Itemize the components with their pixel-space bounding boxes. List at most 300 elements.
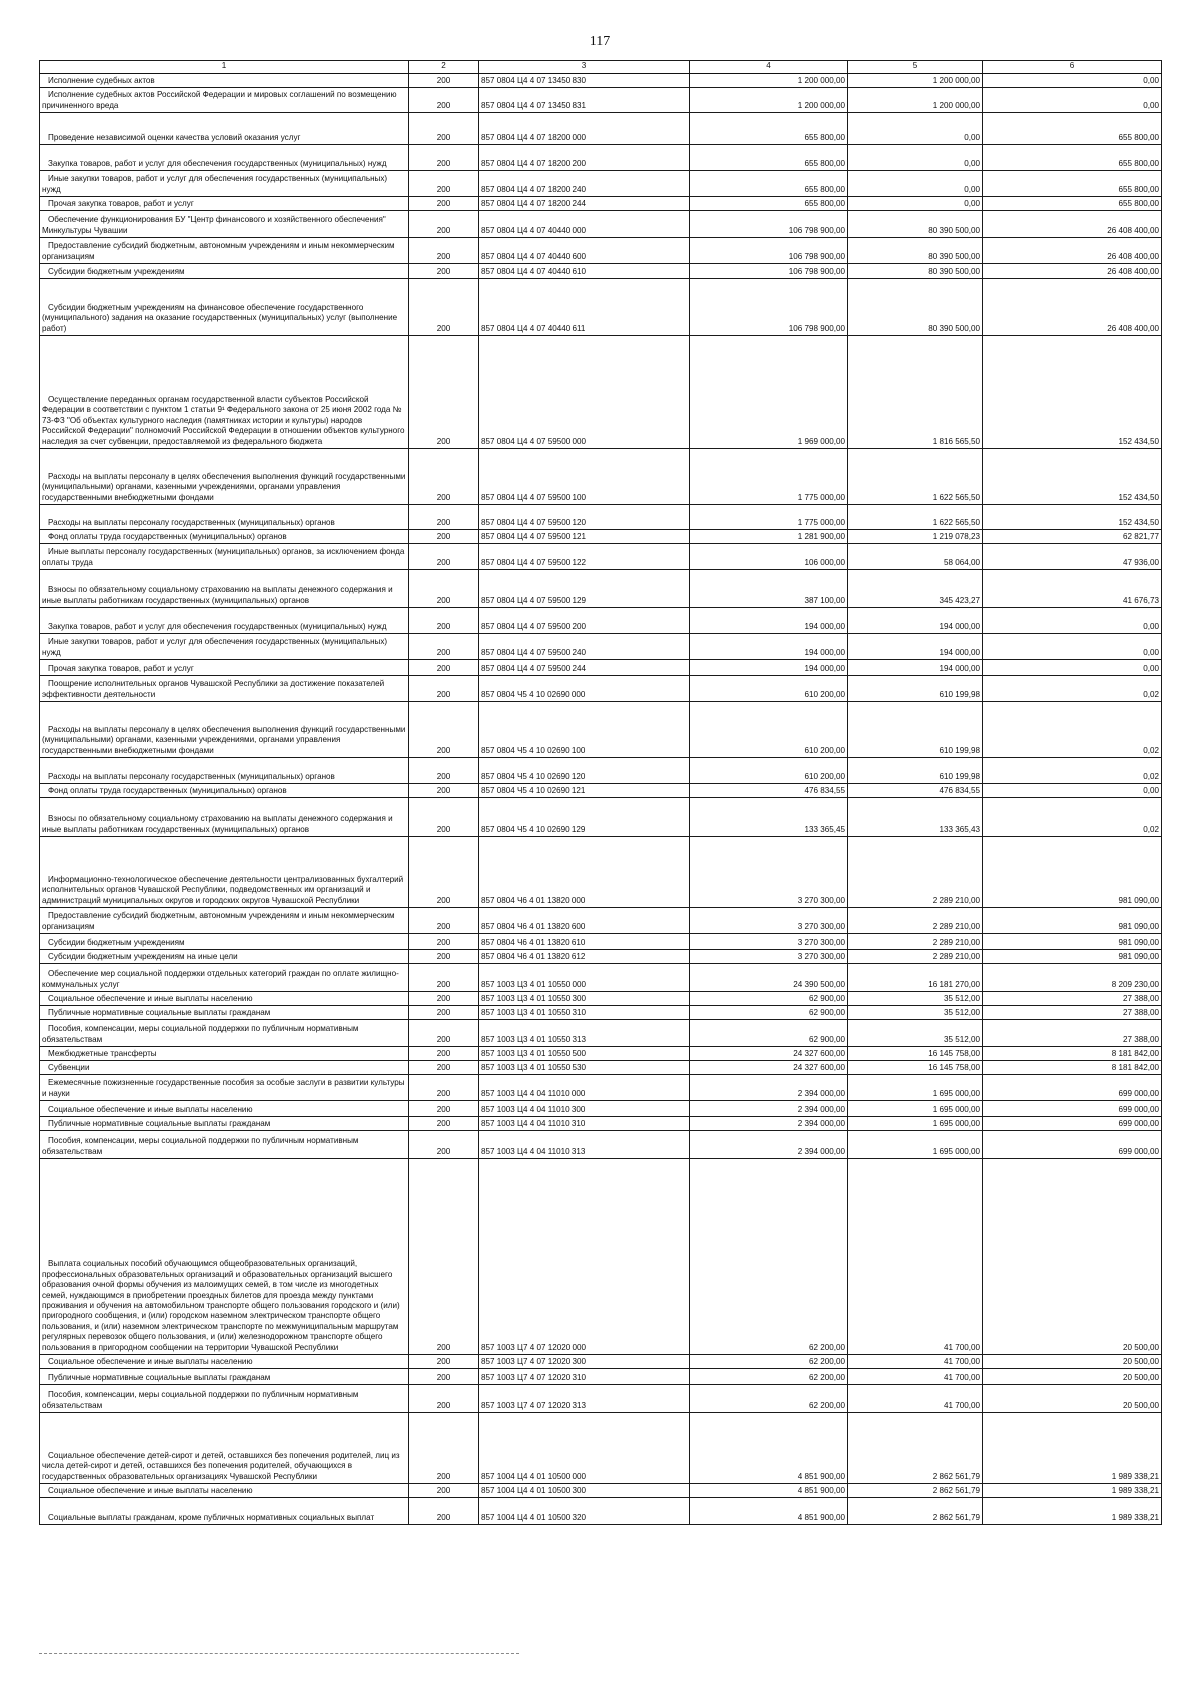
row-col6-cell: 26 408 400,00	[983, 279, 1162, 336]
row-name-cell	[40, 264, 409, 279]
row-col5-cell: 80 390 500,00	[848, 238, 983, 264]
row-col2-cell: 200	[409, 992, 479, 1006]
row-col4-cell: 194 000,00	[690, 634, 848, 660]
row-col6-cell: 152 434,50	[983, 449, 1162, 505]
row-col6-cell: 0,00	[983, 88, 1162, 113]
row-col5-cell: 194 000,00	[848, 660, 983, 676]
row-col6-cell: 0,02	[983, 798, 1162, 837]
row-name-text: Обеспечение мер социальной поддержки отдельных категорий граждан по оплате жилищно-коммунальных услуг	[42, 969, 399, 989]
table-row	[40, 908, 1162, 934]
column-header-5: 5	[848, 61, 983, 74]
table-row	[40, 171, 1162, 197]
row-col5-cell: 16 145 758,00	[848, 1061, 983, 1075]
row-col5-cell: 16 145 758,00	[848, 1047, 983, 1061]
table-row	[40, 660, 1162, 676]
row-col4-cell: 1 281 900,00	[690, 530, 848, 544]
table-row	[40, 145, 1162, 171]
row-col4-cell: 106 798 900,00	[690, 211, 848, 238]
row-name-text: Прочая закупка товаров, работ и услуг	[48, 198, 194, 208]
row-code-cell: 857 0804 Ц4 4 07 59500 121	[479, 530, 690, 544]
row-name-cell	[40, 505, 409, 530]
row-col4-cell: 62 200,00	[690, 1159, 848, 1355]
row-name-cell	[40, 449, 409, 505]
table-row	[40, 74, 1162, 88]
row-col2-cell: 200	[409, 837, 479, 908]
row-code-cell: 857 0804 Ц4 4 07 40440 600	[479, 238, 690, 264]
row-col2-cell: 200	[409, 449, 479, 505]
row-code-cell: 857 1003 Ц7 4 07 12020 313	[479, 1385, 690, 1413]
column-header-2: 2	[409, 61, 479, 74]
table-row	[40, 211, 1162, 238]
row-name-cell	[40, 1498, 409, 1525]
page-bottom-rule	[39, 1653, 519, 1654]
row-name-cell	[40, 1061, 409, 1075]
row-col4-cell: 1 775 000,00	[690, 505, 848, 530]
table-row	[40, 1061, 1162, 1075]
row-name-cell	[40, 279, 409, 336]
row-col2-cell: 200	[409, 1131, 479, 1159]
row-col4-cell: 655 800,00	[690, 171, 848, 197]
row-code-cell: 857 0804 Ц4 4 07 40440 000	[479, 211, 690, 238]
row-col5-cell: 2 289 210,00	[848, 837, 983, 908]
row-name-cell	[40, 1159, 409, 1355]
row-col2-cell: 200	[409, 88, 479, 113]
row-col5-cell: 1 200 000,00	[848, 88, 983, 113]
row-name-text: Фонд оплаты труда государственных (муниципальных) органов	[48, 531, 287, 541]
row-name-text: Расходы на выплаты персоналу в целях обеспечения выполнения функций государственными (муниципальными) органами, казенными учреждениями, органами управления государственными внебюджетными фондами	[42, 471, 406, 502]
table-row	[40, 784, 1162, 798]
row-col6-cell: 27 388,00	[983, 1006, 1162, 1020]
table-row	[40, 702, 1162, 758]
table-row	[40, 505, 1162, 530]
row-name-text: Социальные выплаты гражданам, кроме публичных нормативных социальных выплат	[48, 1512, 375, 1522]
row-name-text: Субсидии бюджетным учреждениям на финансовое обеспечение государственного (муниципального) задания на оказание государственных (муниципальных) услуг (выполнение работ)	[42, 302, 398, 333]
row-col4-cell: 2 394 000,00	[690, 1117, 848, 1131]
row-col5-cell: 41 700,00	[848, 1355, 983, 1369]
table-row	[40, 1369, 1162, 1385]
row-name-text: Субсидии бюджетным учреждениям на иные цели	[48, 951, 238, 961]
column-header-3: 3	[479, 61, 690, 74]
row-col5-cell: 1 816 565,50	[848, 336, 983, 449]
column-header-1: 1	[40, 61, 409, 74]
row-name-cell	[40, 934, 409, 950]
row-name-cell	[40, 1020, 409, 1047]
row-col2-cell: 200	[409, 634, 479, 660]
row-col5-cell: 1 622 565,50	[848, 449, 983, 505]
row-col2-cell: 200	[409, 171, 479, 197]
row-col2-cell: 200	[409, 1413, 479, 1484]
row-col4-cell: 4 851 900,00	[690, 1484, 848, 1498]
row-name-text: Закупка товаров, работ и услуг для обеспечения государственных (муниципальных) нужд	[48, 621, 387, 631]
row-col2-cell: 200	[409, 1498, 479, 1525]
row-name-cell	[40, 197, 409, 211]
row-col2-cell: 200	[409, 113, 479, 145]
column-number-row	[40, 61, 1162, 74]
row-col6-cell: 699 000,00	[983, 1101, 1162, 1117]
table-row	[40, 608, 1162, 634]
row-col5-cell: 1 695 000,00	[848, 1131, 983, 1159]
row-col5-cell: 2 862 561,79	[848, 1484, 983, 1498]
row-code-cell: 857 0804 Ч5 4 10 02690 100	[479, 702, 690, 758]
row-col6-cell: 41 676,73	[983, 570, 1162, 608]
row-name-cell	[40, 837, 409, 908]
table-row	[40, 570, 1162, 608]
row-code-cell: 857 1004 Ц4 4 01 10500 300	[479, 1484, 690, 1498]
row-code-cell: 857 0804 Ц4 4 07 59500 120	[479, 505, 690, 530]
row-code-cell: 857 1003 Ц7 4 07 12020 310	[479, 1369, 690, 1385]
row-name-cell	[40, 1131, 409, 1159]
row-col6-cell: 1 989 338,21	[983, 1413, 1162, 1484]
row-col2-cell: 200	[409, 197, 479, 211]
row-col2-cell: 200	[409, 758, 479, 784]
row-code-cell: 857 1003 Ц7 4 07 12020 300	[479, 1355, 690, 1369]
row-name-cell	[40, 1385, 409, 1413]
row-col6-cell: 20 500,00	[983, 1355, 1162, 1369]
row-col2-cell: 200	[409, 798, 479, 837]
row-col6-cell: 655 800,00	[983, 171, 1162, 197]
row-code-cell: 857 0804 Ц4 4 07 59500 100	[479, 449, 690, 505]
row-col5-cell: 16 181 270,00	[848, 964, 983, 992]
column-header-4: 4	[690, 61, 848, 74]
row-col4-cell: 655 800,00	[690, 197, 848, 211]
row-code-cell: 857 0804 Ч5 4 10 02690 129	[479, 798, 690, 837]
row-code-cell: 857 1004 Ц4 4 01 10500 320	[479, 1498, 690, 1525]
row-col4-cell: 2 394 000,00	[690, 1101, 848, 1117]
row-col5-cell: 58 064,00	[848, 544, 983, 570]
row-col4-cell: 3 270 300,00	[690, 934, 848, 950]
budget-execution-table	[39, 60, 1162, 1525]
table-row	[40, 113, 1162, 145]
row-name-text: Закупка товаров, работ и услуг для обеспечения государственных (муниципальных) нужд	[48, 158, 387, 168]
row-code-cell: 857 0804 Ц4 4 07 59500 200	[479, 608, 690, 634]
row-col4-cell: 655 800,00	[690, 113, 848, 145]
row-col5-cell: 80 390 500,00	[848, 279, 983, 336]
row-name-cell	[40, 608, 409, 634]
row-col2-cell: 200	[409, 964, 479, 992]
row-code-cell: 857 0804 Ч6 4 01 13820 600	[479, 908, 690, 934]
row-col6-cell: 152 434,50	[983, 336, 1162, 449]
row-name-text: Социальное обеспечение детей-сирот и детей, оставшихся без попечения родителей, лиц из числа детей-сирот и детей, оставшихся без попечения родителей, обучающихся в государственных образовательных организациях Чувашской Республики	[42, 1450, 400, 1481]
row-name-cell	[40, 570, 409, 608]
row-col4-cell: 106 798 900,00	[690, 279, 848, 336]
row-col6-cell: 0,00	[983, 608, 1162, 634]
row-col6-cell: 8 181 842,00	[983, 1061, 1162, 1075]
row-col5-cell: 2 289 210,00	[848, 908, 983, 934]
table-row	[40, 1047, 1162, 1061]
row-col4-cell: 194 000,00	[690, 608, 848, 634]
table-row	[40, 964, 1162, 992]
row-code-cell: 857 0804 Ч5 4 10 02690 120	[479, 758, 690, 784]
row-col5-cell: 610 199,98	[848, 758, 983, 784]
row-col6-cell: 26 408 400,00	[983, 211, 1162, 238]
row-code-cell: 857 1003 Ц3 4 01 10550 000	[479, 964, 690, 992]
row-name-cell	[40, 544, 409, 570]
row-col2-cell: 200	[409, 145, 479, 171]
row-code-cell: 857 0804 Ц4 4 07 13450 831	[479, 88, 690, 113]
row-name-text: Поощрение исполнительных органов Чувашской Республики за достижение показателей эффективности деятельности	[42, 679, 385, 699]
row-col6-cell: 981 090,00	[983, 908, 1162, 934]
row-name-cell	[40, 950, 409, 964]
row-col6-cell: 0,02	[983, 676, 1162, 702]
table-row	[40, 1006, 1162, 1020]
row-col6-cell: 699 000,00	[983, 1131, 1162, 1159]
row-col5-cell: 1 695 000,00	[848, 1075, 983, 1101]
row-name-cell	[40, 1369, 409, 1385]
row-col5-cell: 476 834,55	[848, 784, 983, 798]
row-name-text: Пособия, компенсации, меры социальной поддержки по публичным нормативным обязательствам	[42, 1024, 359, 1044]
row-name-cell	[40, 336, 409, 449]
row-col2-cell: 200	[409, 1047, 479, 1061]
row-name-text: Социальное обеспечение и иные выплаты населению	[48, 993, 253, 1003]
row-code-cell: 857 0804 Ц4 4 07 59500 000	[479, 336, 690, 449]
table-row	[40, 758, 1162, 784]
row-col6-cell: 655 800,00	[983, 197, 1162, 211]
row-col5-cell: 610 199,98	[848, 702, 983, 758]
row-col6-cell: 152 434,50	[983, 505, 1162, 530]
row-code-cell: 857 0804 Ч5 4 10 02690 121	[479, 784, 690, 798]
row-code-cell: 857 0804 Ц4 4 07 18200 244	[479, 197, 690, 211]
row-col2-cell: 200	[409, 336, 479, 449]
row-name-text: Субвенции	[48, 1062, 90, 1072]
row-name-text: Иные закупки товаров, работ и услуг для обеспечения государственных (муниципальных) нужд	[42, 637, 388, 657]
row-code-cell: 857 0804 Ч6 4 01 13820 610	[479, 934, 690, 950]
row-name-cell	[40, 1413, 409, 1484]
table-row	[40, 449, 1162, 505]
row-name-cell	[40, 1355, 409, 1369]
row-col6-cell: 47 936,00	[983, 544, 1162, 570]
row-col2-cell: 200	[409, 660, 479, 676]
table-row	[40, 1355, 1162, 1369]
row-name-text: Предоставление субсидий бюджетным, автономным учреждениям и иным некоммерческим организациям	[42, 241, 395, 261]
row-name-cell	[40, 88, 409, 113]
row-name-cell	[40, 908, 409, 934]
row-col5-cell: 35 512,00	[848, 1020, 983, 1047]
row-col6-cell: 26 408 400,00	[983, 264, 1162, 279]
row-col2-cell: 200	[409, 1020, 479, 1047]
row-code-cell: 857 1004 Ц4 4 01 10500 000	[479, 1413, 690, 1484]
row-col5-cell: 80 390 500,00	[848, 211, 983, 238]
row-col2-cell: 200	[409, 908, 479, 934]
row-code-cell: 857 0804 Ц4 4 07 59500 122	[479, 544, 690, 570]
row-col5-cell: 2 862 561,79	[848, 1413, 983, 1484]
row-name-text: Социальное обеспечение и иные выплаты населению	[48, 1356, 253, 1366]
row-col4-cell: 4 851 900,00	[690, 1498, 848, 1525]
row-col6-cell: 981 090,00	[983, 934, 1162, 950]
table-row	[40, 336, 1162, 449]
row-name-text: Взносы по обязательному социальному страхованию на выплаты денежного содержания и иные выплаты работникам государственных (муниципальных) органов	[42, 585, 393, 605]
row-col2-cell: 200	[409, 950, 479, 964]
row-name-cell	[40, 171, 409, 197]
row-col4-cell: 24 327 600,00	[690, 1061, 848, 1075]
row-col2-cell: 200	[409, 1006, 479, 1020]
table-row	[40, 1075, 1162, 1101]
row-name-cell	[40, 113, 409, 145]
table-row	[40, 1484, 1162, 1498]
row-col2-cell: 200	[409, 1355, 479, 1369]
row-col6-cell: 1 989 338,21	[983, 1498, 1162, 1525]
table-row	[40, 1159, 1162, 1355]
row-col4-cell: 610 200,00	[690, 702, 848, 758]
row-col4-cell: 24 327 600,00	[690, 1047, 848, 1061]
row-col4-cell: 476 834,55	[690, 784, 848, 798]
row-col2-cell: 200	[409, 934, 479, 950]
row-code-cell: 857 0804 Ц4 4 07 40440 610	[479, 264, 690, 279]
row-code-cell: 857 1003 Ц3 4 01 10550 310	[479, 1006, 690, 1020]
row-col5-cell: 1 219 078,23	[848, 530, 983, 544]
table-row	[40, 798, 1162, 837]
row-name-text: Осуществление переданных органам государственной власти субъектов Российской Федерации в соответствии с пунктом 1 статьи 9¹ Федерального закона от 25 июня 2002 года № 73-ФЗ "Об объектах культурного наследия (памятниках истории и культуры) народов Российской Федерации" полномочий Российской Федерации в отношении объектов культурного наследия за счет субвенции, предоставляемой из федерального бюджета	[42, 394, 405, 446]
row-code-cell: 857 1003 Ц7 4 07 12020 000	[479, 1159, 690, 1355]
row-name-text: Предоставление субсидий бюджетным, автономным учреждениям и иным некоммерческим организациям	[42, 911, 395, 931]
row-code-cell: 857 0804 Ц4 4 07 59500 240	[479, 634, 690, 660]
row-code-cell: 857 0804 Ц4 4 07 18200 000	[479, 113, 690, 145]
row-name-cell	[40, 964, 409, 992]
row-name-cell	[40, 660, 409, 676]
row-name-text: Межбюджетные трансферты	[48, 1048, 157, 1058]
row-code-cell: 857 1003 Ц3 4 01 10550 530	[479, 1061, 690, 1075]
row-name-text: Субсидии бюджетным учреждениям	[48, 937, 185, 947]
table-row	[40, 1413, 1162, 1484]
row-name-text: Публичные нормативные социальные выплаты гражданам	[48, 1007, 271, 1017]
row-code-cell: 857 0804 Ц4 4 07 59500 129	[479, 570, 690, 608]
row-name-text: Пособия, компенсации, меры социальной поддержки по публичным нормативным обязательствам	[42, 1390, 359, 1410]
row-col5-cell: 0,00	[848, 171, 983, 197]
row-col4-cell: 1 775 000,00	[690, 449, 848, 505]
row-col4-cell: 1 200 000,00	[690, 88, 848, 113]
row-col2-cell: 200	[409, 1484, 479, 1498]
row-col2-cell: 200	[409, 1159, 479, 1355]
row-col6-cell: 20 500,00	[983, 1159, 1162, 1355]
row-col4-cell: 2 394 000,00	[690, 1131, 848, 1159]
row-col4-cell: 62 900,00	[690, 992, 848, 1006]
row-name-text: Социальное обеспечение и иные выплаты населению	[48, 1485, 253, 1495]
row-name-text: Исполнение судебных актов	[48, 75, 155, 85]
row-col4-cell: 610 200,00	[690, 758, 848, 784]
row-col6-cell: 655 800,00	[983, 113, 1162, 145]
row-col2-cell: 200	[409, 1117, 479, 1131]
row-name-text: Ежемесячные пожизненные государственные пособия за особые заслуги в развитии культуры и науки	[42, 1078, 405, 1098]
row-col6-cell: 0,00	[983, 660, 1162, 676]
row-col2-cell: 200	[409, 530, 479, 544]
row-col4-cell: 62 200,00	[690, 1369, 848, 1385]
row-name-cell	[40, 238, 409, 264]
row-code-cell: 857 0804 Ч5 4 10 02690 000	[479, 676, 690, 702]
row-col4-cell: 106 798 900,00	[690, 238, 848, 264]
row-col2-cell: 200	[409, 211, 479, 238]
row-name-cell	[40, 634, 409, 660]
row-col6-cell: 20 500,00	[983, 1385, 1162, 1413]
row-code-cell: 857 0804 Ц4 4 07 18200 200	[479, 145, 690, 171]
row-col6-cell: 655 800,00	[983, 145, 1162, 171]
table-row	[40, 1117, 1162, 1131]
row-name-text: Субсидии бюджетным учреждениям	[48, 266, 185, 276]
row-col6-cell: 62 821,77	[983, 530, 1162, 544]
row-col5-cell: 2 289 210,00	[848, 950, 983, 964]
row-name-text: Информационно-технологическое обеспечение деятельности централизованных бухгалтерий исполнительных органов Чувашской Республики, подведомственных им организаций и администраций муниципальных округов и городских округов Чувашской Республики	[42, 874, 404, 905]
row-col6-cell: 20 500,00	[983, 1369, 1162, 1385]
row-col2-cell: 200	[409, 702, 479, 758]
table-row	[40, 1101, 1162, 1117]
row-col4-cell: 655 800,00	[690, 145, 848, 171]
table-row	[40, 530, 1162, 544]
row-name-text: Выплата социальных пособий обучающимся общеобразовательных организаций, профессиональных образовательных организаций и образовательных организаций высшего образования очной формы обучения из малоимущих семей, в том числе из многодетных семей, нуждающимся в приобретении проездных билетов для проезда между пунктами проживания и обучения на автомобильном транспорте общего пользования городского и (или) пригородного сообщения, и (или) городском наземном электрическом транспорте общего пользования, и (или) наземном электрическом транспорте по межмуниципальным маршрутам регулярных перевозок общего пользования, и (или) железнодорожном транспорте общего пользования в пригородном сообщении на территории Чувашской Республики	[42, 1259, 400, 1352]
row-col2-cell: 200	[409, 238, 479, 264]
row-name-text: Исполнение судебных актов Российской Федерации и мировых соглашений по возмещению причиненного вреда	[42, 90, 397, 110]
row-name-text: Взносы по обязательному социальному страхованию на выплаты денежного содержания и иные выплаты работникам государственных (муниципальных) органов	[42, 814, 393, 834]
row-col6-cell: 0,00	[983, 74, 1162, 88]
row-name-cell	[40, 74, 409, 88]
row-col2-cell: 200	[409, 1369, 479, 1385]
row-name-cell	[40, 784, 409, 798]
row-name-text: Фонд оплаты труда государственных (муниципальных) органов	[48, 785, 287, 795]
table-row	[40, 634, 1162, 660]
row-col2-cell: 200	[409, 544, 479, 570]
table-row	[40, 264, 1162, 279]
row-col4-cell: 387 100,00	[690, 570, 848, 608]
row-col4-cell: 4 851 900,00	[690, 1413, 848, 1484]
row-col6-cell: 1 989 338,21	[983, 1484, 1162, 1498]
row-name-text: Прочая закупка товаров, работ и услуг	[48, 663, 194, 673]
row-col5-cell: 133 365,43	[848, 798, 983, 837]
row-name-text: Иные закупки товаров, работ и услуг для обеспечения государственных (муниципальных) нужд	[42, 174, 388, 194]
table-body	[40, 74, 1162, 1525]
row-col2-cell: 200	[409, 1075, 479, 1101]
row-col6-cell: 26 408 400,00	[983, 238, 1162, 264]
row-col5-cell: 194 000,00	[848, 634, 983, 660]
row-col5-cell: 610 199,98	[848, 676, 983, 702]
row-col4-cell: 1 969 000,00	[690, 336, 848, 449]
row-col4-cell: 24 390 500,00	[690, 964, 848, 992]
row-code-cell: 857 0804 Ц4 4 07 59500 244	[479, 660, 690, 676]
row-name-cell	[40, 676, 409, 702]
row-name-text: Иные выплаты персоналу государственных (муниципальных) органов, за исключением фонда оплаты труда	[42, 547, 405, 567]
row-col4-cell: 62 900,00	[690, 1006, 848, 1020]
row-col6-cell: 699 000,00	[983, 1075, 1162, 1101]
row-code-cell: 857 0804 Ч6 4 01 13820 000	[479, 837, 690, 908]
table-row	[40, 992, 1162, 1006]
row-code-cell: 857 0804 Ц4 4 07 13450 830	[479, 74, 690, 88]
row-col2-cell: 200	[409, 784, 479, 798]
row-name-cell	[40, 145, 409, 171]
row-code-cell: 857 0804 Ц4 4 07 40440 611	[479, 279, 690, 336]
row-name-text: Расходы на выплаты персоналу государственных (муниципальных) органов	[48, 517, 335, 527]
row-col2-cell: 200	[409, 1101, 479, 1117]
row-name-cell	[40, 702, 409, 758]
row-name-text: Социальное обеспечение и иные выплаты населению	[48, 1104, 253, 1114]
row-code-cell: 857 1003 Ц3 4 01 10550 300	[479, 992, 690, 1006]
row-col5-cell: 345 423,27	[848, 570, 983, 608]
table-row	[40, 544, 1162, 570]
row-code-cell: 857 0804 Ц4 4 07 18200 240	[479, 171, 690, 197]
row-name-text: Публичные нормативные социальные выплаты гражданам	[48, 1118, 271, 1128]
row-name-text: Пособия, компенсации, меры социальной поддержки по публичным нормативным обязательствам	[42, 1136, 359, 1156]
row-col5-cell: 41 700,00	[848, 1385, 983, 1413]
row-col4-cell: 106 000,00	[690, 544, 848, 570]
row-col2-cell: 200	[409, 1385, 479, 1413]
table-row	[40, 1020, 1162, 1047]
row-col4-cell: 3 270 300,00	[690, 837, 848, 908]
column-header-6: 6	[983, 61, 1162, 74]
table-row	[40, 197, 1162, 211]
row-name-cell	[40, 1117, 409, 1131]
row-col4-cell: 1 200 000,00	[690, 74, 848, 88]
row-col2-cell: 200	[409, 505, 479, 530]
row-col4-cell: 3 270 300,00	[690, 908, 848, 934]
row-col6-cell: 699 000,00	[983, 1117, 1162, 1131]
row-col5-cell: 80 390 500,00	[848, 264, 983, 279]
row-name-cell	[40, 211, 409, 238]
row-col2-cell: 200	[409, 608, 479, 634]
